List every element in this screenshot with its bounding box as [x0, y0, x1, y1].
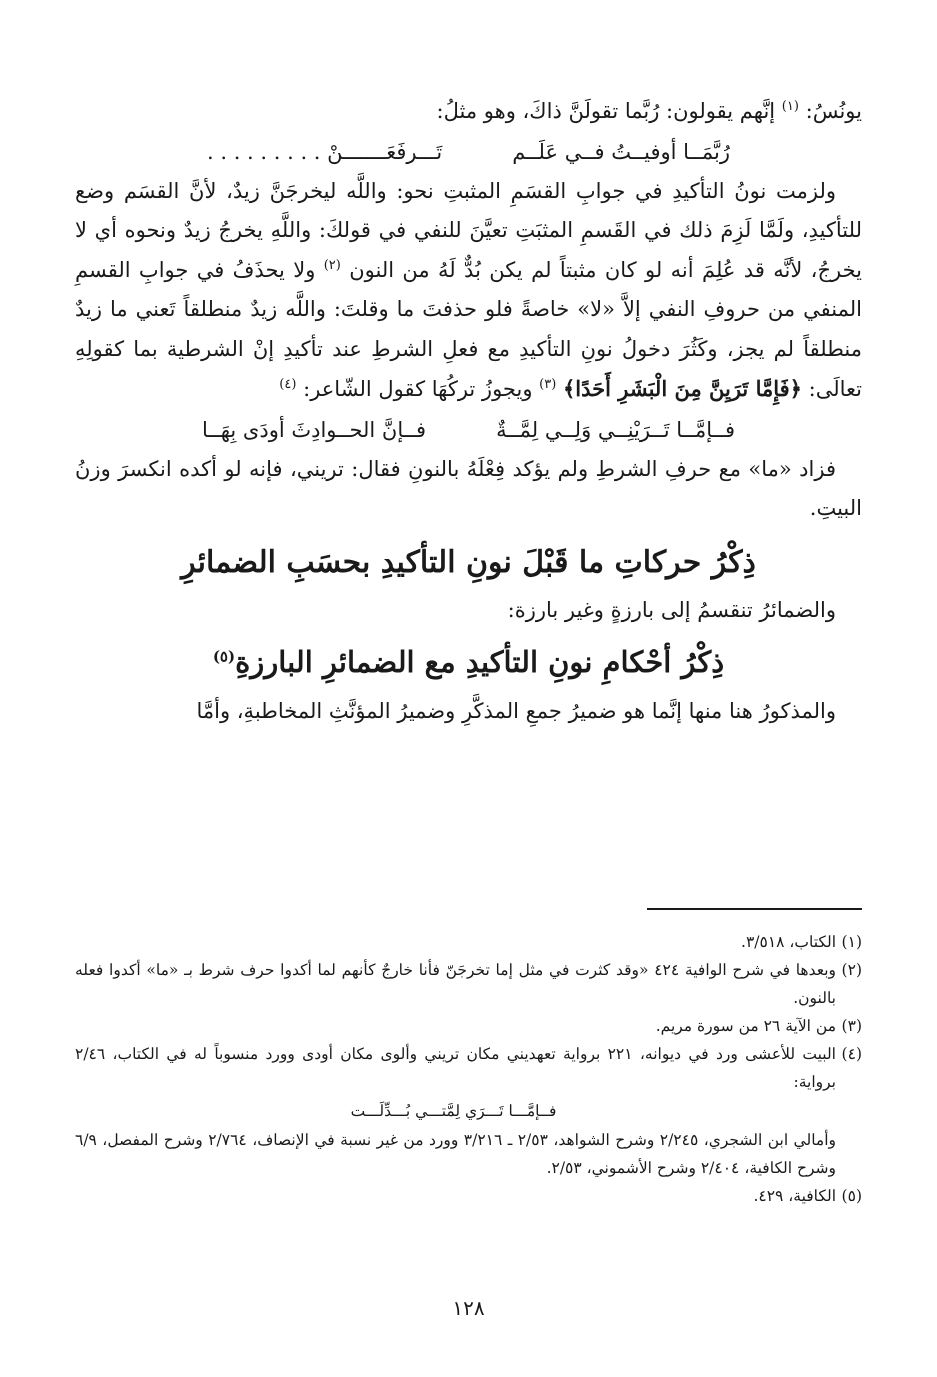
footnotes [75, 928, 862, 1210]
footnote-text: من الآية ٢٦ من سورة مريم. [655, 1017, 836, 1035]
footnote-1 [75, 928, 862, 956]
footnote-ref-1[interactable]: (١) [781, 99, 799, 114]
footnote-4 [75, 1040, 862, 1096]
paragraph-4: والضمائرُ تنقسمُ إلى بارزةٍ وغير بارزة: [507, 597, 836, 622]
quran-verse: ﴿فَإِمَّا تَرَيِنَّ مِنَ الْبَشَرِ أَحَدًا﴾ [562, 376, 802, 401]
page-body [75, 92, 862, 732]
section-heading-2-text: ذِكْرُ أحْكامِ نونِ التأكيدِ مع الضمائرِ البارزةِ [235, 645, 725, 679]
footnote-number: (٤) [841, 1045, 862, 1063]
footnote-number: (٥) [841, 1187, 862, 1205]
footnote-3 [75, 1012, 862, 1040]
footnote-4-continuation: وأمالي ابن الشجري، ٢/٢٤٥ وشرح الشواهد، ٢/٥٣ ـ ٣/٢١٦ وورد من غير نسبة في الإنصاف، ٢/٧٦٤ وشرح المفصل، ٦/٩ وشرح الكافية، ٢/٤٠٤ وشرح الأشموني، ٢/٥٣. [75, 1131, 837, 1177]
section-heading-2 [75, 640, 862, 684]
verse-1 [75, 132, 862, 172]
footnote-2 [75, 956, 862, 1012]
verse-2 [75, 410, 862, 450]
paragraph-1-start: يونُسُ: [798, 99, 862, 123]
footnote-text: وبعدها في شرح الوافية ٤٢٤ «وقد كثرت في مثل إما تخرجَنّ فأنا خارجٌ كأنهم لما أكدوا حرف شرط بـ «ما» أكدوا فعله بالنون. [75, 961, 837, 1007]
page-number: ١٢٨ [452, 1296, 485, 1320]
footnote-text: البيت للأعشى ورد في ديوانه، ٢٢١ برواية تعهديني مكان تريني وألوى مكان أودى وورد منسوباً له في الكتاب، ٢/٤٦ برواية: [75, 1045, 836, 1091]
footnote-4-verse: فــإمَّـــا تَـــرَي لِمَّتـــي بُـــدِّلَـــت [350, 1102, 557, 1120]
footnote-5 [75, 1182, 862, 1210]
paragraph-2-part-a: ولزمت نونُ التأكيدِ في جوابِ القسَمِ المثبتِ نحو: واللَّه ليخرجَنَّ زيدٌ، لأنَّ القسَم وضع للتأكيدِ، ولَمَّا لَزِمَ ذلك في القَسمِ المثبَتِ تعيَّنَ للنفي في قولكَ: واللَّهِ يخرجُ زيدٌ ونحوه أي لا يخرجُ، لأنَّه قد عُلِمَ أنه لو كان مثبتاً لم يكن بُدٌّ لَهُ من النون [75, 178, 862, 282]
paragraph-2-part-b: ولا يحذَفُ في جوابِ القسمِ المنفي من حروفِ النفي إلاَّ «لا» خاصةً فلو حذفتَ ما وقلتَ: واللَّه زيدٌ منطلقاً تَعني ما زيدٌ منطلقاً لم يجز، وكَثُرَ دخولُ نونِ التأكيدِ مع فعلِ الشرطِ عند تأكيدِ إنْ الشرطية بما كقولِهِ تعالَى: [75, 257, 862, 401]
verse-1-hemistich-left: تَـــرفَعَـــــــنْ . . . . . . . . . [207, 139, 443, 164]
footnote-text: الكافية، ٤٢٩. [753, 1187, 836, 1205]
paragraph-5: والمذكورُ هنا منها إنَّما هو ضميرُ جمعِ المذكَّرِ وضميرُ المؤنَّثِ المخاطبةِ، وأمَّا [196, 699, 836, 723]
footnote-number: (٣) [841, 1017, 862, 1035]
footnote-text: الكتاب، ٣/٥١٨. [741, 933, 836, 951]
verse-2-hemistich-left: فــإنَّ الحــوادِثَ أودَى بِهَــا [202, 417, 427, 442]
paragraph-3: فزاد «ما» مع حرفِ الشرطِ ولم يؤكد فِعْلَهُ بالنونِ فقال: تريني، فإنه لو أكده انكسرَ وزنُ البيتِ. [75, 456, 862, 520]
footnote-ref-4[interactable]: (٤) [279, 377, 297, 392]
footnote-number: (١) [841, 933, 862, 951]
paragraph-1-rest: إنَّهم يقولون: رُبَّما تقولَنَّ ذاكَ، وهو مثلُ: [436, 99, 782, 123]
verse-2-hemistich-right: فــإمَّــا تَــرَيْنِــي وَلِــي لِمَّــةٌ [496, 417, 735, 442]
section-heading-1: ذِكْرُ حركاتِ ما قَبْلَ نونِ التأكيدِ بحسَبِ الضمائرِ [181, 544, 756, 580]
paragraph-1 [75, 92, 862, 132]
footnote-ref-5[interactable]: (٥) [212, 647, 236, 666]
footnote-ref-3[interactable]: (٣) [539, 377, 557, 392]
footnote-separator [647, 908, 862, 910]
paragraph-2 [75, 172, 862, 410]
footnote-ref-2[interactable]: (٢) [323, 257, 341, 273]
footnote-number: (٢) [841, 961, 862, 979]
paragraph-2-part-c: ويجوزُ تركُهَا كقول الشّاعر: [296, 377, 540, 401]
verse-1-hemistich-right: رُبَّمَــا أوفيــتُ فــي عَلَــم [512, 139, 731, 164]
